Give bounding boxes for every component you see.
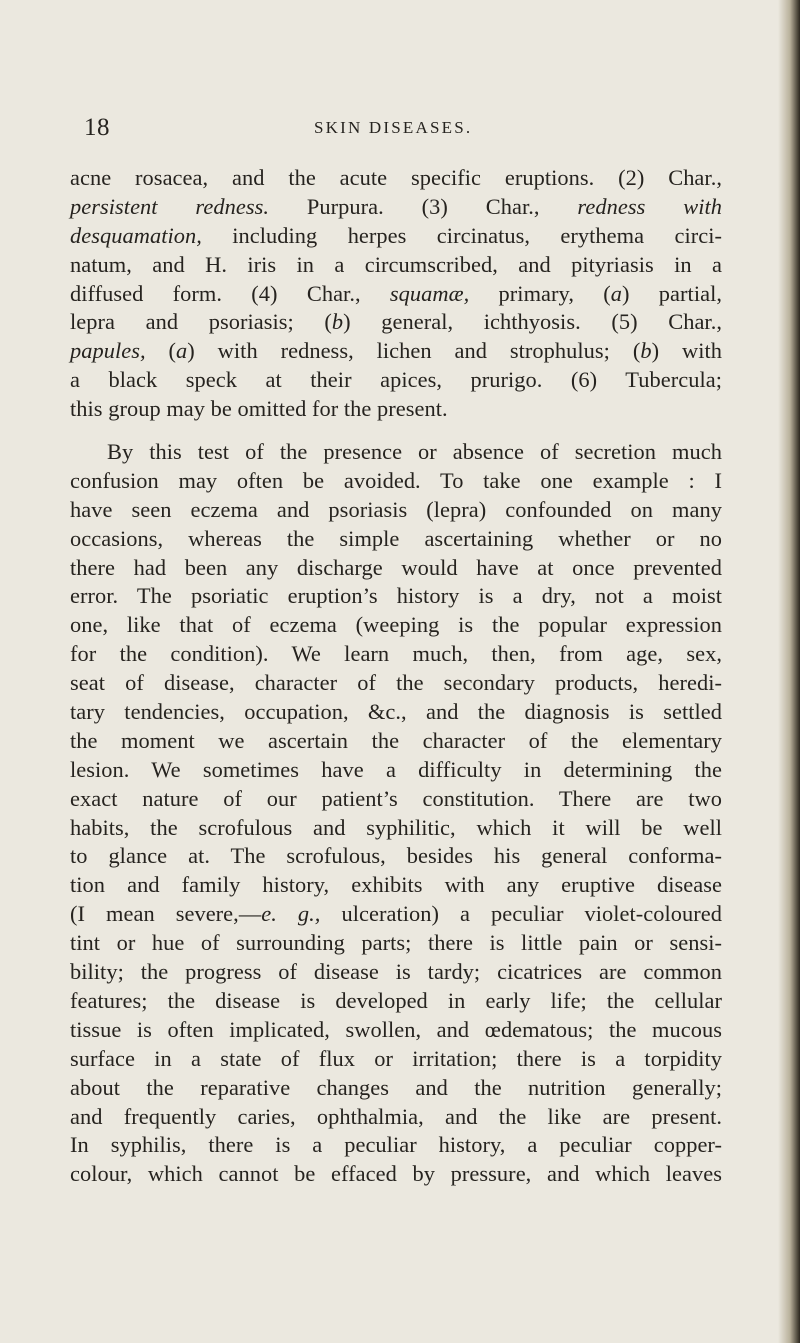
text-line: to glance at. The scrofulous, besides his general conforma- xyxy=(70,843,722,869)
page-number: 18 xyxy=(84,114,110,141)
text-line: lepra and psoriasis; (b) general, ichthyosis. (5) Char., xyxy=(70,309,723,335)
text-line: and frequently caries, ophthalmia, and the like are present. xyxy=(70,1103,722,1129)
text-line: have seen eczema and psoriasis (lepra) confounded on many xyxy=(70,496,722,522)
text-line: tissue is often implicated, swollen, and œdematous; the mucous xyxy=(70,1016,722,1042)
text-line: tint or hue of surrounding parts; there is little pain or sensi- xyxy=(70,930,722,956)
text-line: habits, the scrofulous and syphilitic, which it will be well xyxy=(70,814,722,840)
text-line: exact nature of our patient’s constitution. There are two xyxy=(70,785,722,811)
text-line: error. The psoriatic eruption’s history is a dry, not a moist xyxy=(70,583,722,609)
text-line: occasions, whereas the simple ascertaining whether or no xyxy=(70,525,722,551)
body-text xyxy=(70,164,722,1189)
paragraph-gap xyxy=(70,424,722,438)
text-line: confusion may often be avoided. To take one example : I xyxy=(70,467,722,493)
text-line: this group may be omitted for the present. xyxy=(70,396,448,422)
text-line: there had been any discharge would have at once prevented xyxy=(70,554,722,580)
text-line: lesion. We sometimes have a difficulty in determining the xyxy=(70,756,722,782)
text-line: colour, which cannot be effaced by pressure, and which leaves xyxy=(70,1161,722,1187)
page-edge-shadow xyxy=(778,0,800,1343)
text-line: seat of disease, character of the secondary products, heredi- xyxy=(70,670,722,696)
text-line: persistent redness. Purpura. (3) Char., redness with xyxy=(70,193,722,219)
text-line: bility; the progress of disease is tardy; cicatrices are common xyxy=(70,959,722,985)
text-line: tary tendencies, occupation, &c., and the diagnosis is settled xyxy=(70,699,722,725)
text-line: desquamation, including herpes circinatus, erythema circi- xyxy=(70,222,722,248)
text-line: In syphilis, there is a peculiar history, a peculiar copper- xyxy=(70,1132,722,1158)
paragraph-1 xyxy=(70,164,722,424)
text-line: about the reparative changes and the nutrition generally; xyxy=(70,1074,722,1100)
text-line: for the condition). We learn much, then, from age, sex, xyxy=(70,641,722,667)
text-line: acne rosacea, and the acute specific eruptions. (2) Char., xyxy=(70,165,722,190)
text-line: the moment we ascertain the character of the elementary xyxy=(70,727,722,753)
text-line: one, like that of eczema (weeping is the popular expression xyxy=(70,612,722,638)
running-head: SKIN DISEASES. xyxy=(314,118,473,137)
text-line: tion and family history, exhibits with any eruptive disease xyxy=(70,872,722,898)
text-line: features; the disease is developed in early life; the cellular xyxy=(70,987,722,1013)
page-header xyxy=(84,115,714,141)
paragraph-2 xyxy=(70,438,722,1189)
text-line: By this test of the presence or absence of secretion much xyxy=(107,439,722,465)
text-line: surface in a state of flux or irritation; there is a torpidity xyxy=(70,1045,722,1071)
text-line: diffused form. (4) Char., squamæ, primary, (a) partial, xyxy=(70,280,722,306)
text-line: natum, and H. iris in a circumscribed, and pityriasis in a xyxy=(70,251,722,277)
text-line: papules, (a) with redness, lichen and strophulus; (b) with xyxy=(70,338,722,364)
text-line: a black speck at their apices, prurigo. (6) Tubercula; xyxy=(70,367,722,393)
text-line: (I mean severe,—e. g., ulceration) a peculiar violet-coloured xyxy=(70,901,722,927)
